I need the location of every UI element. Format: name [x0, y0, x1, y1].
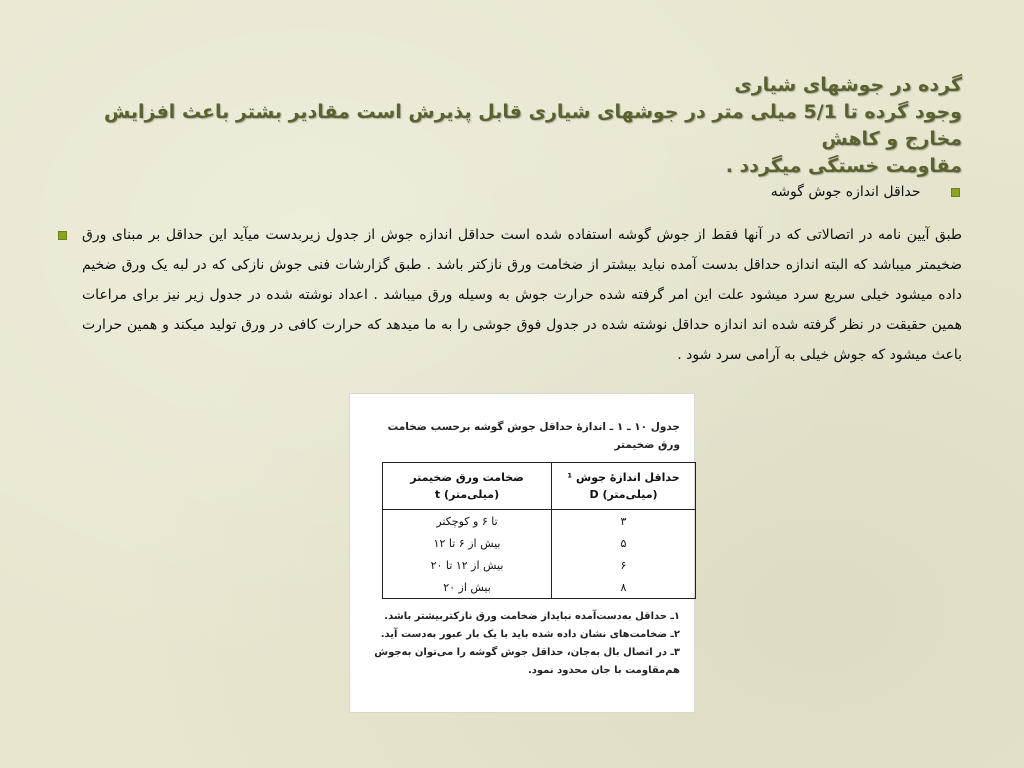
- cell-weld-size: ۸: [552, 576, 696, 599]
- min-fillet-weld-table: [382, 462, 696, 599]
- bullet-paragraph: طبق آیین نامه در اتصالاتی که در آنها فقط از جوش گوشه استفاده شده است حداقل اندازه جوش از جدول زیربدست میآید این حداقل بر مبنای ورق ضخیمتر میباشد که البته اندازه حداقل بدست آمده نباید بیشتر از ضخامت ورق نازکتر باشد . طبق گزارشات فنی جوش نازکی که در لبه یک ورق ضخیم داده میشود خیلی سریع سرد میشود علت این امر گرفته شده حرارت جوش به وسیله ورق میباشد . اعداد نوشته شده در جدول زیر نیز برای مراعات همین حقیقت در نظر گرفته شده اند اندازه حداقل نوشته شده در جدول فوق جوشی را به ما میدهد که حرارت کافی در ورق تولید میکند و همین حرارت باعث میشود که جوش خیلی به آرامی سرد شود .: [82, 227, 962, 363]
- table-row: [383, 554, 696, 576]
- table-header-row: [383, 463, 696, 510]
- cell-plate-thickness: بیش از ۲۰: [383, 576, 552, 599]
- footnote-2: ۲ـ ضخامت‌های نشان داده شده باید با یک بار عبور به‌دست آید.: [380, 629, 680, 640]
- header-plate-thickness-unit: (میلی‌متر) t: [434, 488, 500, 501]
- footnote-4: هم‌مقاومت با جان محدود نمود.: [527, 665, 680, 676]
- cell-weld-size: ۶: [552, 554, 696, 576]
- footnote-1: ۱ـ حداقل به‌دست‌آمده نبایداز ضخامت ورق نازکتربیشتر باشد.: [384, 611, 680, 622]
- header-plate-thickness-title: ضخامت ورق ضخیمتر: [410, 471, 524, 484]
- table-row: [383, 576, 696, 599]
- cell-plate-thickness: بیش از ۱۲ تا ۲۰: [383, 554, 552, 576]
- header-weld-size: [552, 463, 696, 510]
- title-line-1: گرده در جوشهای شیاری: [734, 74, 962, 96]
- footnote-3: ۳ـ در اتصال بال به‌جان، حداقل جوش گوشه را می‌توان به‌جوش: [374, 647, 680, 658]
- header-plate-thickness: [383, 463, 552, 510]
- figure-caption: [364, 418, 680, 454]
- title-line-2: وجود گرده تا 5/1 میلی متر در جوشهای شیاری قابل پذیرش است مقادیر بشتر باعث افزایش مخارج و کاهش: [104, 101, 962, 150]
- title-line-3: مقاومت خستگی میگردد .: [725, 155, 962, 177]
- square-bullet-icon: [58, 231, 67, 240]
- table-footnotes: [362, 608, 680, 680]
- cell-plate-thickness: بیش از ۶ تا ۱۲: [383, 532, 552, 554]
- header-weld-size-unit: (میلی‌متر) D: [589, 488, 658, 501]
- bullet-heading-row: [60, 184, 960, 200]
- bullet-heading-text: حداقل اندازه جوش گوشه: [770, 184, 921, 200]
- table-row: [383, 510, 696, 533]
- cell-weld-size: ۳: [552, 510, 696, 533]
- figure-caption-line-2: ورق ضخیمتر: [614, 439, 680, 451]
- square-bullet-icon: [951, 188, 960, 197]
- header-weld-size-title: حداقل اندازهٔ جوش ¹: [567, 471, 680, 484]
- cell-plate-thickness: تا ۶ و کوچکتر: [383, 510, 552, 533]
- weld-table-image: [349, 393, 695, 713]
- cell-weld-size: ۵: [552, 532, 696, 554]
- figure-caption-line-1: جدول ۱۰ ـ ۱ ـ اندازهٔ حداقل جوش گوشه برحسب ضخامت: [387, 421, 680, 433]
- slide-title: [62, 72, 962, 180]
- table-row: [383, 532, 696, 554]
